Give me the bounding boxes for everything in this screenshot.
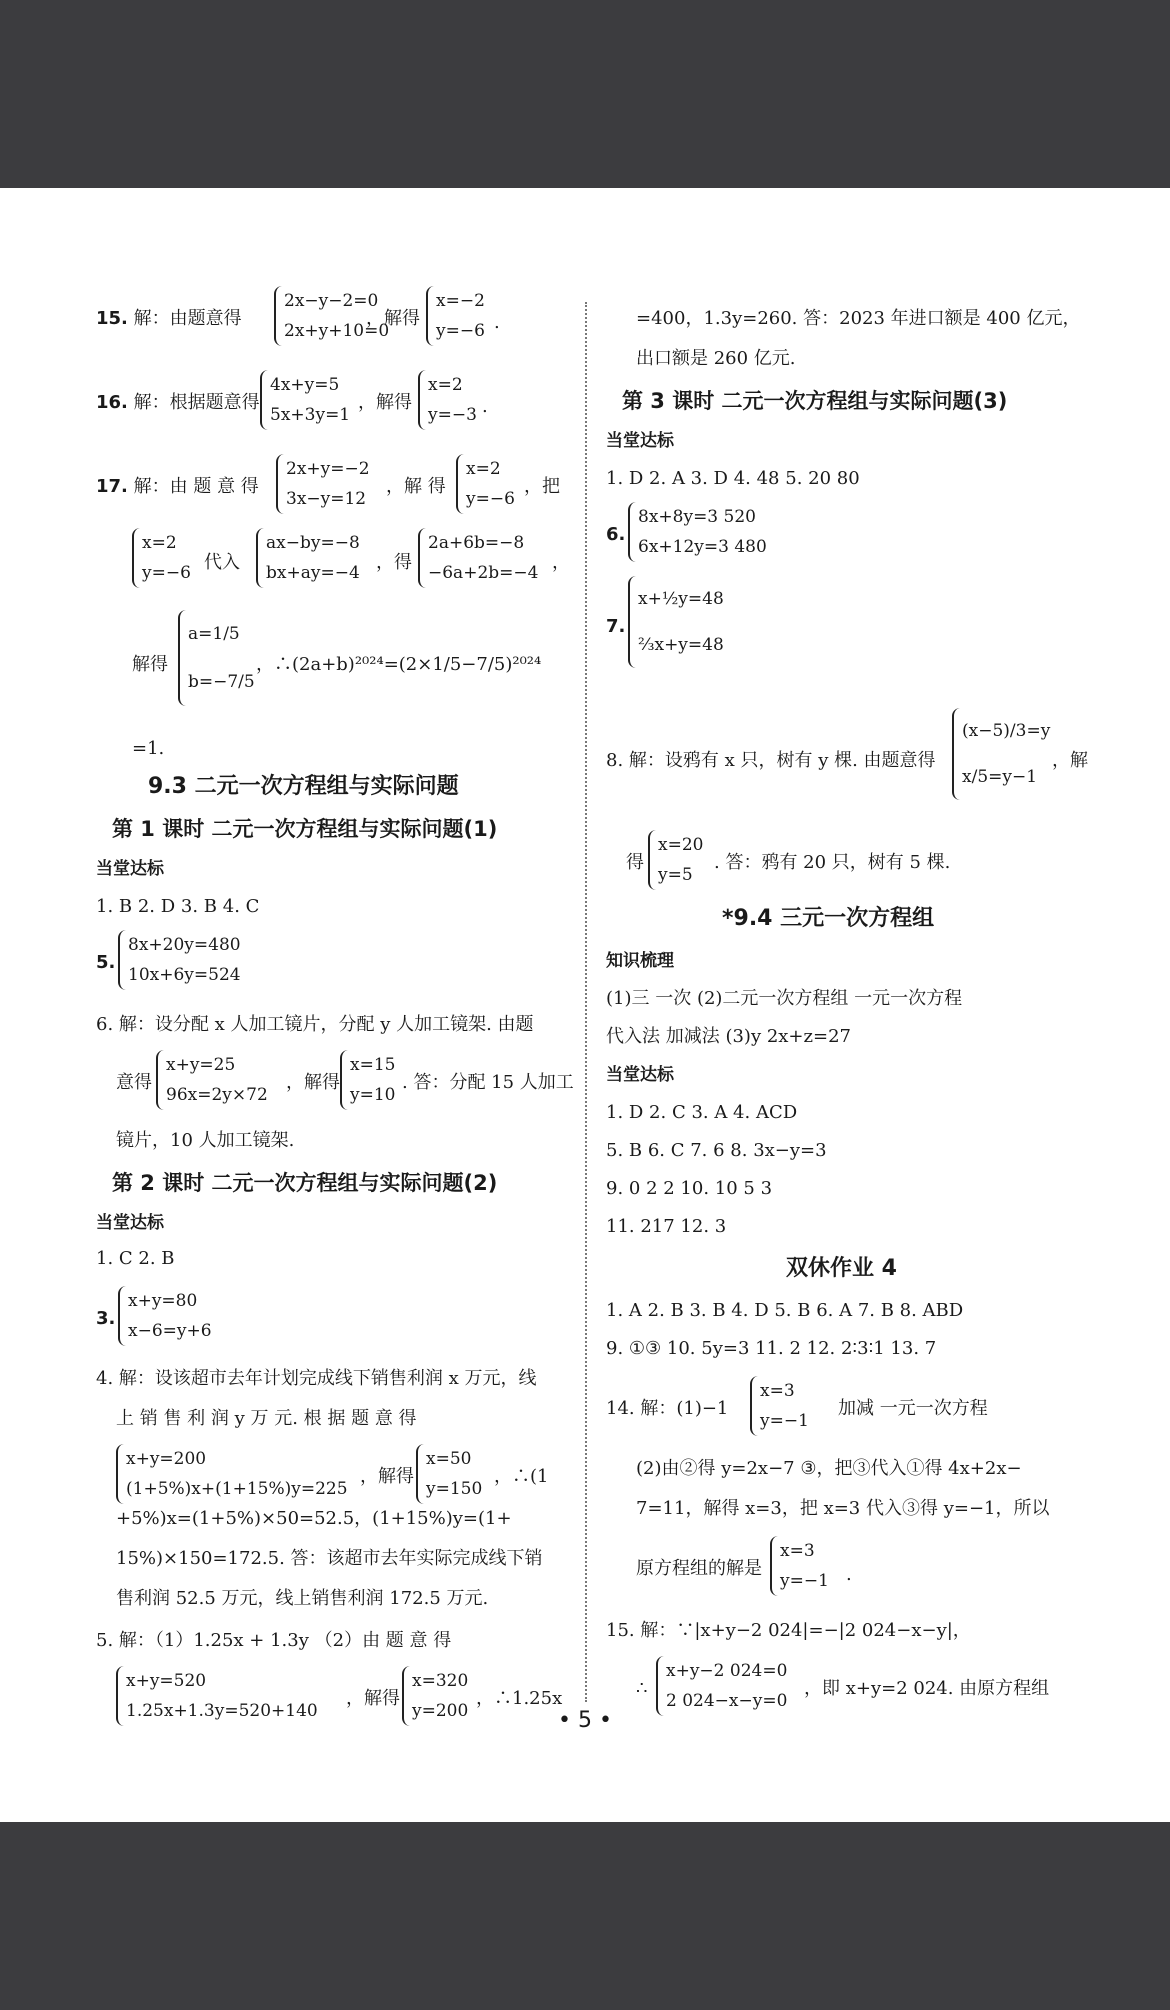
answer-line: 1. A 2. B 3. B 4. D 5. B 6. A 7. B 8. ABD (606, 1300, 964, 1321)
l1-q5-system: 8x+20y=480 10x+6y=524 (118, 930, 241, 990)
q15-system-2: x=−2 y=−6 (426, 286, 485, 346)
l2-q4-system-1: x+y=200 (1+5%)x+(1+15%)y=225 (116, 1444, 348, 1504)
answer-line: 4. 解：设该超市去年计划完成线下销售利润 x 万元，线 (96, 1368, 537, 1389)
answer-line: 11. 217 12. 3 (606, 1216, 727, 1237)
answer-line: 6. 解：设分配 x 人加工镜片，分配 y 人加工镜架. 由题 (96, 1014, 534, 1035)
section-label: 当堂达标 (606, 1065, 674, 1085)
l3-q7-system: x+½y=48 ⅔x+y=48 (628, 576, 724, 668)
l2-q5-system-1: x+y=520 1.25x+1.3y=520+140 (116, 1666, 318, 1726)
weekend-homework-title: 双休作业 4 (786, 1256, 897, 1281)
lesson-3-title: 第 3 课时 二元一次方程组与实际问题(3) (622, 389, 1008, 413)
q17c-expr: ，∴(2a+b)²⁰²⁴=(2×1/5−7/5)²⁰²⁴ (256, 654, 542, 675)
answer-line: 5. B 6. C 7. 6 8. 3x−y=3 (606, 1140, 827, 1161)
top-dark-bar (0, 0, 1170, 188)
section-9-4-title: *9.4 三元一次方程组 (722, 906, 935, 931)
q17b-system-2: ax−by=−8 bx+ay=−4 (256, 528, 360, 588)
q17b-system-3: 2a+6b=−8 −6a+2b=−4 (418, 528, 538, 588)
answer-line: 8. 解：设鸦有 x 只，树有 y 棵. 由题意得 (606, 750, 936, 771)
section-label: 知识梳理 (606, 951, 674, 971)
column-divider (585, 302, 587, 1702)
q17c-system: a=1/5 b=−7/5 (178, 610, 255, 706)
q17-system-2: x=2 y=−6 (456, 454, 515, 514)
l2-q5-system-2: x=320 y=200 (402, 1666, 468, 1726)
section-label: 当堂达标 (606, 431, 674, 451)
q16-system-1: 4x+y=5 5x+3y=1 (260, 370, 350, 430)
page-number: • 5 • (558, 1708, 612, 1733)
q15-mid: ，解得 (366, 308, 420, 329)
lesson-1-title: 第 1 课时 二元一次方程组与实际问题(1) (112, 817, 498, 841)
answer-line: =400，1.3y=260. 答：2023 年进口额是 400 亿元， (636, 308, 1081, 329)
lesson-2-title: 第 2 课时 二元一次方程组与实际问题(2) (112, 1171, 498, 1195)
answer-line: 9. 0 2 2 10. 10 5 3 (606, 1178, 773, 1199)
answer-line: 1. D 2. C 3. A 4. ACD (606, 1102, 798, 1123)
s15-system: x+y−2 024=0 2 024−x−y=0 (656, 1656, 787, 1716)
q16-line: 16. 解：根据题意得 (96, 392, 260, 413)
q15-line: 15. 解：由题意得 (96, 308, 242, 329)
answer-line: 9. ①③ 10. 5y=3 11. 2 12. 2∶3∶1 13. 7 (606, 1338, 937, 1359)
l3-q8-system-1: (x−5)/3=y x/5=y−1 (952, 708, 1050, 800)
s14-system-1: x=3 y=−1 (750, 1376, 809, 1436)
section-label: 当堂达标 (96, 859, 164, 879)
l2-q4-system-2: x=50 y=150 (416, 1444, 482, 1504)
bottom-dark-bar (0, 1822, 1170, 2010)
answer-line: 15. 解：∵|x+y−2 024|=−|2 024−x−y|， (606, 1620, 971, 1641)
answer-line: 14. 解：(1)−1 (606, 1398, 729, 1419)
answer-line: 5. 解：（1）1.25x + 1.3y （2）由 题 意 得 (96, 1630, 452, 1651)
answer-line: 1. C 2. B (96, 1248, 175, 1269)
q15-system-1: 2x−y−2=0 2x+y+10=0 (274, 286, 389, 346)
q17-system-1: 2x+y=−2 3x−y=12 (276, 454, 370, 514)
l2-q3-system: x+y=80 x−6=y+6 (118, 1286, 212, 1346)
l1-q6-system-1: x+y=25 96x=2y×72 (156, 1050, 268, 1110)
answer-line: 1. D 2. A 3. D 4. 48 5. 20 80 (606, 468, 860, 489)
l3-q6-system: 8x+8y=3 520 6x+12y=3 480 (628, 502, 767, 562)
section-9-3-title: 9.3 二元一次方程组与实际问题 (148, 774, 459, 799)
l3-q8-system-2: x=20 y=5 (648, 830, 703, 890)
q17c-label: 解得 (132, 654, 168, 675)
l1-q6-system-2: x=15 y=10 (340, 1050, 395, 1110)
q17-line: 17. 解：由 题 意 得 (96, 476, 259, 497)
section-label: 当堂达标 (96, 1213, 164, 1233)
q17b-system-1: x=2 y=−6 (132, 528, 191, 588)
q16-system-2: x=2 y=−3 (418, 370, 477, 430)
s14-system-2: x=3 y=−1 (770, 1536, 829, 1596)
answer-line: 1. B 2. D 3. B 4. C (96, 896, 260, 917)
